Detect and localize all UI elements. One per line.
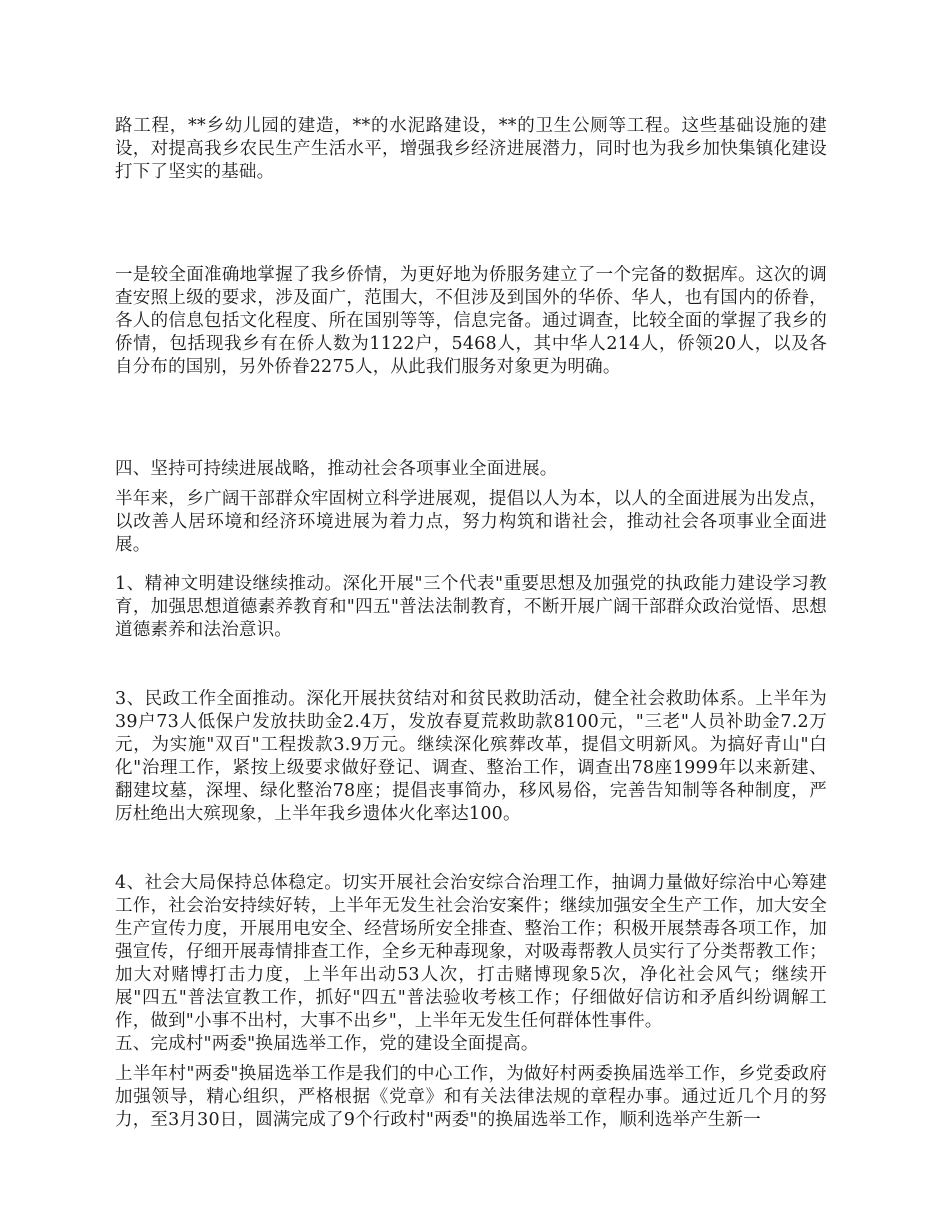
section-heading-five: 五、完成村"两委"换届选举工作，党的建设全面提高。 [115,1034,539,1054]
paragraph-overseas-survey: 一是较全面准确地掌握了我乡侨情，为更好地为侨服务建立了一个完备的数据库。这次的调查安照上级的要求，涉及面广，范围大，不但涉及到国外的华侨、华人，也有国内的侨眷，各人的信息包括文化程度、所在国别等等，信息完备。通过调查，比较全面的掌握了我乡的侨情，包括现我乡有在侨人数为1122户，5468人，其中华人214人，侨领20人，以及各自分布的国别，另外侨眷2275人，从此我们服务对象更为明确。 [115,265,827,377]
paragraph-spiritual-civilization: 1、精神文明建设继续推动。深化开展"三个代表"重要思想及加强党的执政能力建设学习教育，加强思想道德素养教育和"四五"普法法制教育，不断开展广阔干部群众政治觉悟、思想道德素养和法治意识。 [115,574,827,640]
paragraph-half-year-summary: 半年来，乡广阔干部群众牢固树立科学进展观，提倡以人为本，以人的全面进展为出发点，以改善人居环境和经济环境进展为着力点，努力构筑和谐社会，推动社会各项事业全面进展。 [115,489,827,555]
paragraph-election-work: 上半年村"两委"换届选举工作是我们的中心工作，为做好村两委换届选举工作，乡党委政府加强领导，精心组织，严格根据《党章》和有关法律法规的章程办事。通过近几个月的努力，至3月30日，圆满完成了9个行政村"两委"的换届选举工作，顺利选举产生新一 [115,1064,827,1130]
paragraph-civil-affairs: 3、民政工作全面推动。深化开展扶贫结对和贫民救助活动，健全社会救助体系。上半年为39户73人低保户发放扶助金2.4万，发放春夏荒救助款8100元，"三老"人员补助金7.2万元，为实施"双百"工程拨款3.9万元。继续深化殡葬改革，提倡文明新风。为搞好青山"白化"治理工作，紧按上级要求做好登记、调查、整治工作，调查出78座1999年以来新建、翻建坟墓，深埋、绿化整治78座；提倡丧事简办，移风易俗，完善告知制等各种制度，严厉杜绝出大殡现象，上半年我乡遗体火化率达100。 [115,689,827,824]
paragraph-social-stability: 4、社会大局保持总体稳定。切实开展社会治安综合治理工作，抽调力量做好综治中心筹建工作，社会治安持续好转，上半年无发生社会治安案件；继续加强安全生产工作，加大安全生产宣传力度，开展用电安全、经营场所安全排查、整治工作；积极开展禁毒各项工作，加强宣传，仔细开展毒情排查工作，全乡无种毒现象，对吸毒帮教人员实行了分类帮教工作；加大对赌博打击力度，上半年出动53人次，打击赌博现象5次，净化社会风气；继续开展"四五"普法宣教工作，抓好"四五"普法验收考核工作；仔细做好信访和矛盾纠纷调解工作，做到"小事不出村，大事不出乡"，上半年无发生任何群体性事件。 [115,873,827,1031]
paragraph-infrastructure: 路工程，**乡幼儿园的建造，**的水泥路建设，**的卫生公厕等工程。这些基础设施的建设，对提高我乡农民生产生活水平，增强我乡经济进展潜力，同时也为我乡加快集镇化建设打下了坚实的基础。 [115,116,827,182]
section-heading-four: 四、坚持可持续进展战略，推动社会各项事业全面进展。 [115,459,558,479]
